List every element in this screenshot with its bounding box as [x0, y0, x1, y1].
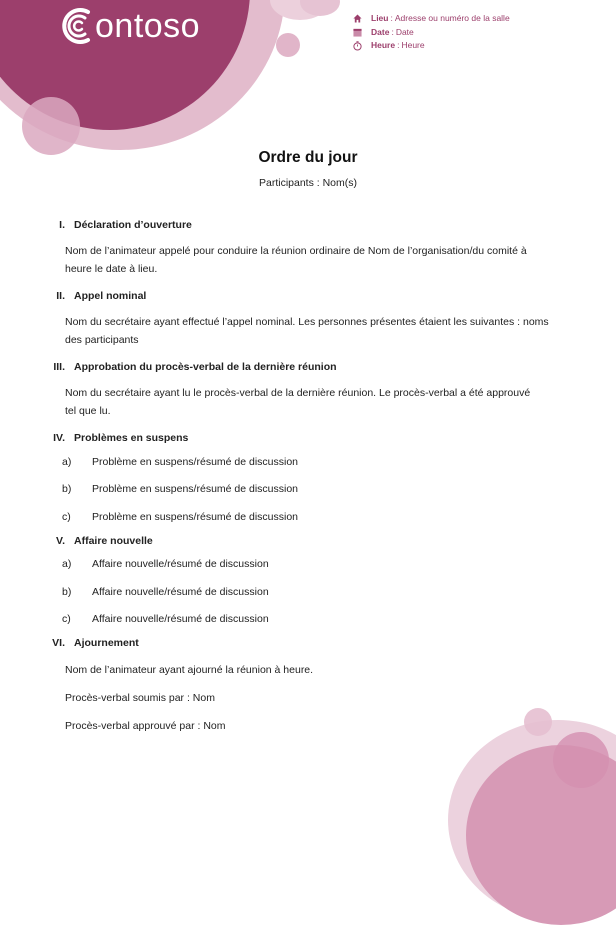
list-item: c) Affaire nouvelle/résumé de discussion	[62, 613, 269, 626]
list-item: a) Affaire nouvelle/résumé de discussion	[62, 558, 269, 571]
contoso-logo	[60, 6, 200, 46]
section-heading: II. Appel nominal	[56, 290, 147, 302]
approved-by-line: Procès-verbal approuvé par : Nom	[65, 720, 226, 732]
logo-text: ontoso	[95, 7, 201, 45]
calendar-icon	[352, 27, 362, 37]
section-paragraph: Nom du secrétaire ayant effectué l’appel nominal. Les personnes présentes étaient les suivantes : noms des participants	[65, 316, 549, 346]
submitted-by-line: Procès-verbal soumis par : Nom	[65, 692, 215, 704]
meta-location: Lieu : Adresse ou numéro de la salle	[352, 12, 510, 26]
participants-line: Participants : Nom(s)	[258, 177, 358, 189]
agenda-section	[46, 635, 566, 735]
section-paragraph: Nom de l’animateur appelé pour conduire la réunion ordinaire de Nom de l’organisation/du comité à heure le date à lieu.	[65, 245, 527, 275]
section-heading: V. Affaire nouvelle	[56, 534, 153, 547]
list-item: a) Problème en suspens/résumé de discussion	[62, 455, 299, 468]
section-paragraph: Nom du secrétaire ayant lu le procès-verbal de la dernière réunion. Le procès-verbal a été approuvé tel que lu.	[65, 387, 531, 417]
section-heading: III. Approbation du procès-verbal de la dernière réunion	[53, 361, 337, 373]
clock-icon	[352, 41, 362, 51]
agenda-section	[46, 288, 566, 349]
meta-time: Heure : Heure	[352, 39, 510, 53]
meta-date: Date : Date	[352, 26, 510, 40]
agenda-section	[46, 533, 566, 634]
header-decoration-bubble	[22, 97, 80, 155]
list-item: b) Affaire nouvelle/résumé de discussion	[62, 585, 269, 598]
meeting-meta	[352, 12, 510, 53]
home-icon	[352, 14, 362, 24]
agenda-section	[46, 217, 566, 278]
section-heading: VI. Ajournement	[52, 637, 139, 649]
document-title: Ordre du jour	[258, 149, 358, 166]
agenda-section	[46, 359, 566, 420]
logo-c-icon	[60, 6, 94, 46]
footer-decoration-bubble	[553, 732, 609, 788]
list-item: c) Problème en suspens/résumé de discussion	[62, 510, 299, 523]
agenda-section	[46, 430, 566, 531]
agenda-body	[46, 217, 566, 735]
header-decoration-bubble	[276, 33, 300, 57]
section-heading: I. Déclaration d’ouverture	[59, 219, 192, 231]
section-paragraph: Nom de l’animateur ayant ajourné la réunion à heure.	[65, 664, 314, 676]
list-item: b) Problème en suspens/résumé de discussion	[62, 483, 299, 496]
section-heading: IV. Problèmes en suspens	[53, 432, 189, 444]
